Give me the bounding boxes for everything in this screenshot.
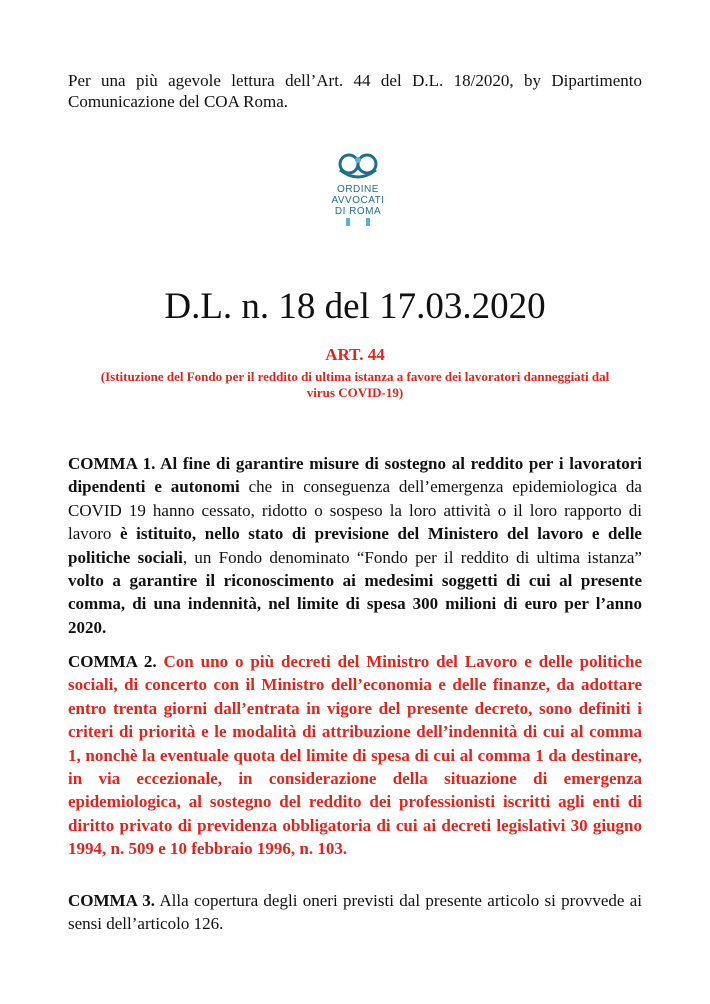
comma-1 <box>68 452 642 639</box>
comma-2-lead: COMMA 2. <box>68 652 157 671</box>
comma-1-part-2: che in conseguenza dell’emergenza epidemiologica da COVID 19 hanno cessato, ridotto o sospeso la loro attività o il loro rapporto di lavoro <box>68 477 642 544</box>
article-subtitle: (Istituzione del Fondo per il reddito di ultima istanza a favore dei lavoratori danneggiati dal virus COVID-19) <box>100 369 610 400</box>
comma-1-part-5: volto a garantire il riconoscimento ai medesimi soggetti di cui al presente comma, di una indennità, nel limite di spesa 300 milioni di euro per l’anno 2020. <box>68 571 642 637</box>
logo-text <box>325 184 391 226</box>
comma-1-lead: COMMA 1. <box>68 454 156 473</box>
logo-columns-icon <box>338 218 378 226</box>
comma-2 <box>68 650 642 861</box>
decree-title: D.L. n. 18 del 17.03.2020 <box>164 286 546 327</box>
comma-2-text: Con uno o più decreti del Ministro del Lavoro e delle politiche sociali, di concerto con il Ministro dell’economia e delle finanze, da adottare entro trenta giorni dall’entrata in vigore del presente decreto, sono definiti i criteri di priorità e le modalità di attribuzione dell’indennità di cui al comma 1, nonchè la eventuale quota del limite di spesa di cui al comma 1 da destinare, in via eccezionale, in considerazione della situazione di emergenza epidemiologica, al sostegno del reddito dei professionisti iscritti agli enti di diritto privato di previdenza obbligatoria di cui ai decreti legislativi 30 giugno 1994, n. 509 e 10 febbraio 1996, n. 103. <box>68 652 642 859</box>
article-label: ART. 44 <box>325 345 385 364</box>
comma-1-part-4: , un Fondo denominato “Fondo per il reddito di ultima istanza” <box>182 547 642 567</box>
logo-line-3: DI ROMA <box>334 206 382 217</box>
coa-roma-logo <box>325 150 391 230</box>
logo-line-2: AVVOCATI <box>331 195 385 206</box>
comma-3-text: Alla copertura degli oneri previsti dal presente articolo si provvede ai sensi dell’articolo 126. <box>68 891 642 934</box>
coa-roma-logo-icon <box>325 150 391 186</box>
comma-3 <box>68 889 642 936</box>
comma-1-part-1: Al fine di garantire misure di sostegno al reddito per i lavoratori dipendenti e autonomi <box>68 454 643 497</box>
intro-text: Per una più agevole lettura dell’Art. 44 del D.L. 18/2020, by Dipartimento Comunicazione del COA Roma. <box>68 71 642 111</box>
logo-line-1: ORDINE <box>337 184 379 195</box>
comma-1-part-3: è istituito, nello stato di previsione del Ministero del lavoro e delle politiche sociali <box>68 524 642 567</box>
comma-3-lead: COMMA 3. <box>68 891 155 910</box>
